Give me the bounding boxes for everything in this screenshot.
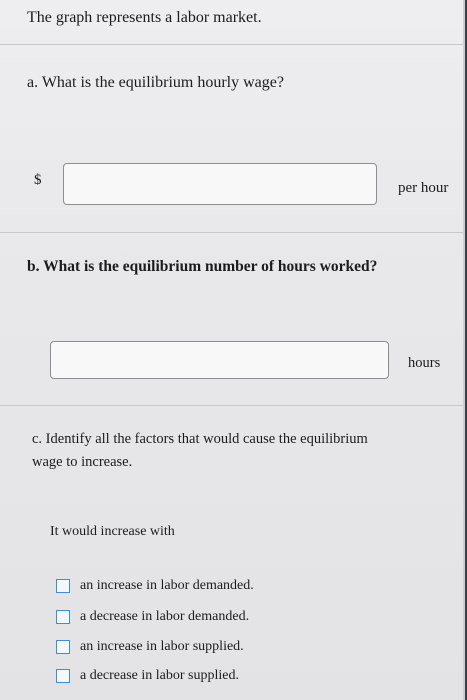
option-label: an increase in labor supplied. (80, 639, 244, 654)
divider (0, 44, 463, 45)
option-label: a decrease in labor supplied. (80, 668, 239, 683)
checkbox[interactable] (56, 640, 70, 654)
intro-text: The graph represents a labor market. (27, 9, 262, 26)
checkbox[interactable] (56, 610, 70, 624)
unit-per-hour: per hour (398, 180, 449, 196)
question-c-line1: c. Identify all the factors that would cause the equilibrium (32, 431, 368, 447)
question-b: b. What is the equilibrium number of hours worked? (27, 258, 378, 275)
option-increase-supply[interactable] (56, 639, 244, 655)
dollar-prefix: $ (34, 172, 42, 188)
divider (0, 232, 463, 233)
checkbox[interactable] (56, 669, 70, 683)
option-label: a decrease in labor demanded. (80, 609, 250, 624)
unit-hours: hours (408, 355, 441, 371)
divider (0, 405, 463, 406)
wage-answer-input[interactable] (63, 163, 377, 205)
question-a: a. What is the equilibrium hourly wage? (27, 74, 284, 91)
question-c (32, 428, 368, 474)
option-decrease-demand[interactable] (56, 609, 249, 625)
option-increase-demand[interactable] (56, 578, 254, 594)
checkbox[interactable] (56, 579, 70, 593)
answer-lead-text: It would increase with (50, 524, 175, 539)
question-c-line2: wage to increase. (32, 454, 133, 470)
hours-answer-input[interactable] (50, 341, 389, 379)
option-decrease-supply[interactable] (56, 668, 239, 684)
option-label: an increase in labor demanded. (80, 578, 254, 593)
